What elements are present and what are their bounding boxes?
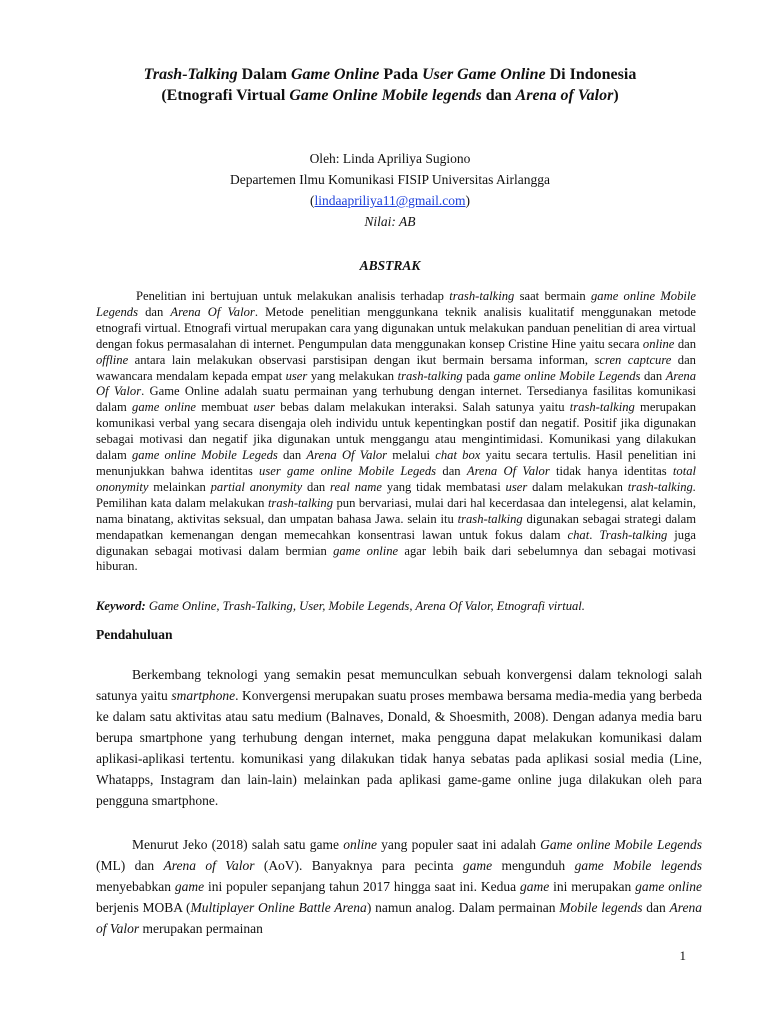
italic-text-segment: game online	[333, 543, 399, 558]
text-segment: bebas dalam melakukan interaksi. Salah satunya yaitu	[275, 400, 570, 415]
text-segment: dan	[436, 463, 467, 478]
keywords	[96, 598, 696, 614]
author-email-link[interactable]: lindaapriliya11@gmail.com	[314, 193, 466, 208]
text-segment: . Konvergensi merupakan suatu proses membawa bersama media-media yang berbeda ke dalam satu aktivitas atau satu medium (Balnaves, Donald, & Shoesmith, 2008). Dengan adanya media baru berupa smartphone yang terhubung dengan internet, maka pengguna dapat melakukan komunikasi dalam aplikasi-aplikasi tertentu. komunikasi yang dilakukan tidak hanya sebatas pada aplikasi sosial media (Line, Whatapps, Instagram dan lain-lain) melainkan pada aplikasi game-game online juga dilakukan oleh para pengguna smartphone.	[96, 688, 703, 808]
text-segment: dan	[642, 900, 670, 915]
italic-text-segment: smartphone	[171, 688, 236, 703]
text-segment: antara lain melakukan observasi parstisipan dengan ikut bermain bersama informan,	[128, 352, 595, 367]
intro-paragraph-2-text	[96, 834, 702, 939]
text-segment: dan	[277, 448, 307, 463]
italic-text-segment: online	[642, 336, 675, 351]
text-segment: Menurut Jeko (2018) salah satu game	[132, 837, 344, 852]
text-segment: ) namun analog. Dalam permainan	[366, 900, 560, 915]
title-line-2	[70, 85, 710, 106]
italic-text-segment: Arena of Valor	[163, 858, 255, 873]
text-segment: (ML) dan	[96, 858, 164, 873]
text-segment: dan	[302, 479, 331, 494]
italic-text-segment: game	[520, 879, 550, 894]
italic-text-segment: Arena Of Valor	[466, 463, 550, 478]
text-segment: merupakan komunikasi verbal yang secara disengaja oleh individu untuk kepentingkan postif dan negatif. Positif jika digunakan sebagai motivasi dan negatif jika digunakan untuk menggangu atau mengintimidasi. Komunikasi yang dilakukan dalam	[96, 400, 697, 463]
italic-text-segment: trash-talking	[397, 368, 463, 383]
italic-text-segment: chat	[567, 527, 590, 542]
text-segment: dan	[674, 336, 697, 351]
italic-text-segment: User Game Online	[422, 66, 546, 83]
italic-text-segment: game online	[132, 400, 197, 415]
author-name: Oleh: Linda Apriliya Sugiono	[309, 151, 471, 166]
title-line-1	[70, 64, 710, 85]
text-segment: dan	[481, 87, 516, 104]
italic-text-segment: Arena Of Valor	[96, 368, 696, 399]
italic-text-segment: user	[505, 479, 528, 494]
paper-title	[70, 64, 710, 106]
text-segment: ini merupakan	[549, 879, 636, 894]
italic-text-segment: trash-talking	[449, 289, 515, 303]
text-segment: Di Indonesia	[545, 66, 637, 83]
italic-text-segment: game online Mobile Legends	[96, 289, 696, 319]
text-segment: Penelitian ini bertujuan untuk melakukan analisis terhadap	[136, 289, 450, 303]
text-segment: mengunduh	[492, 858, 575, 873]
text-segment: dan wawancara mendalam kepada empat	[96, 352, 696, 383]
text-segment: membuat	[196, 400, 254, 415]
text-segment: dan	[640, 368, 666, 383]
text-segment: pun bervariasi, mulai dari hal kecerdasaa dan intelegensi, alat kelamin, nama binatang, aktivitas seksual, dan umpatan bahasa Jawa. selain itu	[96, 495, 696, 526]
text-segment: yang melakukan	[307, 368, 398, 383]
italic-text-segment: Trash-Talking	[143, 66, 238, 83]
text-segment: yang tidak membatasi	[381, 479, 506, 494]
text-segment: merupakan permainan	[139, 921, 263, 936]
text-segment: melainkan	[148, 479, 211, 494]
text-segment: pada	[462, 368, 494, 383]
text-segment: )	[613, 87, 619, 104]
italic-text-segment: trash-talking	[569, 400, 635, 415]
text-segment: yang populer saat ini adalah	[376, 837, 541, 852]
text-segment: Dalam	[237, 66, 291, 83]
italic-text-segment: Trash-talking	[599, 527, 668, 542]
section-heading: Pendahuluan	[96, 627, 173, 642]
italic-text-segment: chat box	[435, 448, 481, 463]
italic-text-segment: Arena of Valor	[515, 87, 614, 104]
email-close-paren: )	[465, 193, 471, 208]
italic-text-segment: Game Online	[290, 66, 380, 83]
italic-text-segment: user game online Mobile Legeds	[259, 463, 437, 478]
abstract-heading: ABSTRAK	[359, 258, 421, 273]
intro-paragraph-1-text	[96, 664, 702, 811]
abstract-body	[96, 289, 696, 575]
italic-text-segment: Multiplayer Online Battle Arena	[190, 900, 367, 915]
italic-text-segment: Game Online Mobile legends	[289, 87, 482, 104]
italic-text-segment: trash-talking.	[627, 479, 696, 494]
italic-text-segment: online	[343, 837, 377, 852]
text-segment: dalam melakukan	[527, 479, 628, 494]
italic-text-segment: game	[462, 858, 493, 873]
text-segment: . Game Online adalah suatu permainan yang terhubung dengan internet. Tersedianya fasilitas komunikasi dalam	[96, 384, 696, 415]
italic-text-segment: game Mobile legends	[574, 858, 703, 873]
text-segment: saat bermain	[514, 289, 591, 303]
italic-text-segment: total ononymity	[96, 463, 697, 494]
email-open-paren: (	[309, 193, 315, 208]
text-segment: (Etnografi Virtual	[161, 87, 290, 104]
italic-text-segment: user	[285, 368, 308, 383]
text-segment: juga digunakan sebagai motivasi dalam bermian	[96, 527, 696, 558]
author-grade: Nilai: AB	[364, 214, 416, 229]
italic-text-segment: Game online Mobile Legends	[540, 837, 702, 852]
italic-text-segment: real name	[330, 479, 382, 494]
text-segment: menyebabkan	[96, 879, 175, 894]
italic-text-segment: offline	[96, 352, 129, 367]
italic-text-segment: user	[253, 400, 276, 415]
italic-text-segment: game	[174, 879, 205, 894]
keyword-list: Game Online, Trash-Talking, User, Mobile Legends, Arena Of Valor, Etnografi virtual.	[145, 599, 585, 613]
text-segment: Berkembang teknologi yang semakin pesat memunculkan sebuah konvergensi dalam teknologi salah satunya yaitu	[96, 667, 702, 703]
text-segment: berjenis MOBA (	[96, 900, 191, 915]
intro-paragraph-2	[96, 834, 702, 939]
keyword-label: Keyword:	[96, 599, 146, 613]
author-email-line	[70, 190, 710, 211]
italic-text-segment: scren captcure	[594, 352, 672, 367]
abstract-paragraph	[96, 289, 696, 575]
italic-text-segment: trash-talking	[267, 495, 334, 510]
text-segment: tidak hanya identitas	[549, 463, 673, 478]
author-block	[70, 148, 710, 232]
italic-text-segment: partial anonymity	[210, 479, 303, 494]
text-segment: dan	[137, 304, 171, 319]
text-segment: ini populer sepanjang tahun 2017 hingga saat ini. Kedua	[204, 879, 520, 894]
italic-text-segment: Mobile legends	[559, 900, 643, 915]
text-segment: (AoV). Banyaknya para pecinta	[254, 858, 463, 873]
intro-paragraph-1	[96, 664, 702, 811]
text-segment: yaitu secara tertulis. Hasil penelitian ini menunjukkan bahwa identitas	[96, 448, 697, 478]
italic-text-segment: game online Mobile Legends	[493, 368, 641, 383]
text-segment: .	[589, 527, 600, 542]
author-department: Departemen Ilmu Komunikasi FISIP Universitas Airlangga	[229, 172, 551, 187]
text-segment: . Metode penelitian menggunkana teknik analisis kualitatif menggunakan metode etnografi virtual. Etnografi virtual merupakan cara yang digunakan untuk melakukan panduan penelitian di area virtual dengan fokus permasalahan di internet. Pengumpulan data menggunakan konsep Cristine Hine yaitu secara	[96, 304, 697, 351]
text-segment: melalui	[387, 448, 436, 463]
text-segment: agar lebih baik dari sebelumnya dan sebagai motivasi hiburan.	[96, 543, 697, 574]
italic-text-segment: Arena Of Valor	[306, 448, 388, 463]
italic-text-segment: Arena of Valor	[96, 900, 702, 936]
text-segment: digunakan sebagai strategi dalam mendapatkan kemenangan dengan memecahkan konsentrasi lawan untuk fokus dalam	[96, 511, 696, 542]
italic-text-segment: trash-talking	[457, 511, 523, 526]
text-segment: Pemilihan kata dalam melakukan	[96, 495, 268, 510]
italic-text-segment: game online	[635, 879, 702, 894]
italic-text-segment: game online Mobile Legeds	[132, 448, 278, 463]
text-segment: Pada	[379, 66, 423, 83]
italic-text-segment: Arena Of Valor	[170, 304, 255, 319]
page-number: 1	[679, 948, 686, 963]
